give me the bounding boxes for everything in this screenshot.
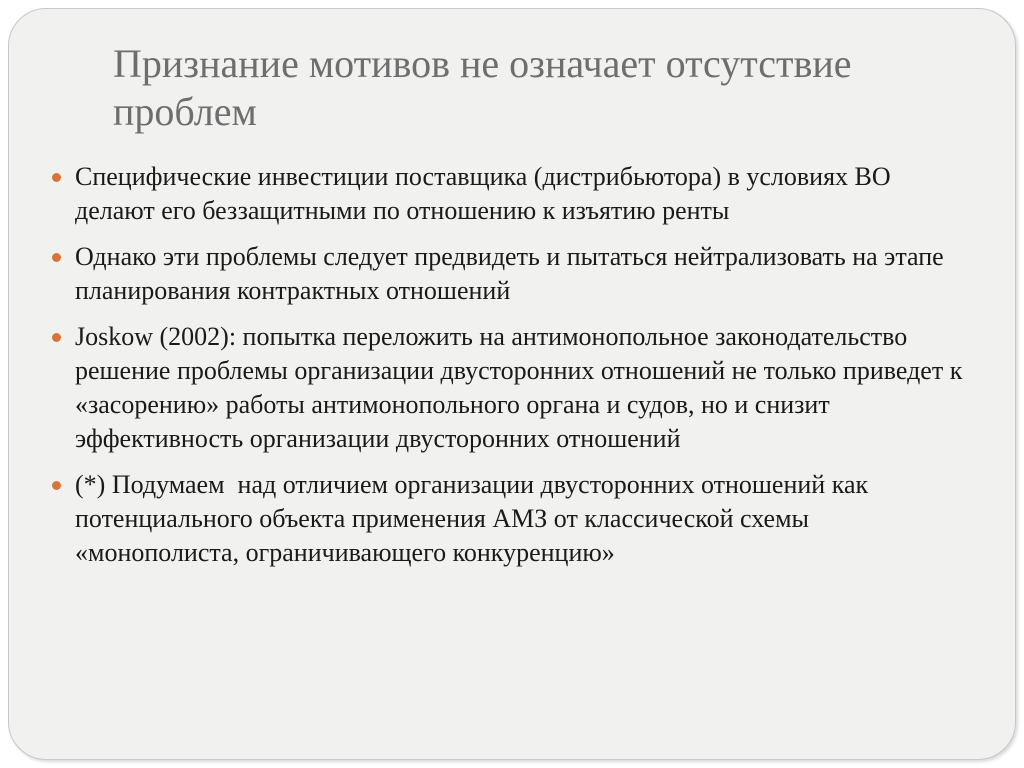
bullet-dot-icon	[52, 173, 61, 182]
bullet-item	[48, 240, 968, 308]
bullet-dot-icon	[52, 253, 61, 262]
bullet-item	[48, 320, 968, 456]
bullet-list	[48, 160, 968, 582]
bullet-dot-icon	[52, 481, 61, 490]
bullet-text: Однако эти проблемы следует предвидеть и пытаться нейтрализовать на этапе планирования контрактных отношений	[75, 242, 951, 305]
bullet-item	[48, 468, 968, 570]
bullet-dot-icon	[52, 333, 61, 342]
slide-title: Признание мотивов не означает отсутствие проблем	[113, 41, 852, 134]
bullet-text: Специфические инвестиции поставщика (дистрибьютора) в условиях ВО делают его беззащитными по отношению к изъятию ренты	[75, 162, 898, 225]
bullet-item	[48, 160, 968, 228]
bullet-text: Joskow (2002): попытка переложить на антимонопольное законодательство решение проблемы организации двусторонних отношений не только приведет к «засорению» работы антимонопольного органа и судов, но и снизит эффективность организации двусторонних отношений	[75, 322, 969, 453]
bullet-text: (*) Подумаем над отличием организации двусторонних отношений как потенциального объекта применения АМЗ от классической схемы «монополиста, ограничивающего конкуренцию»	[75, 470, 875, 567]
